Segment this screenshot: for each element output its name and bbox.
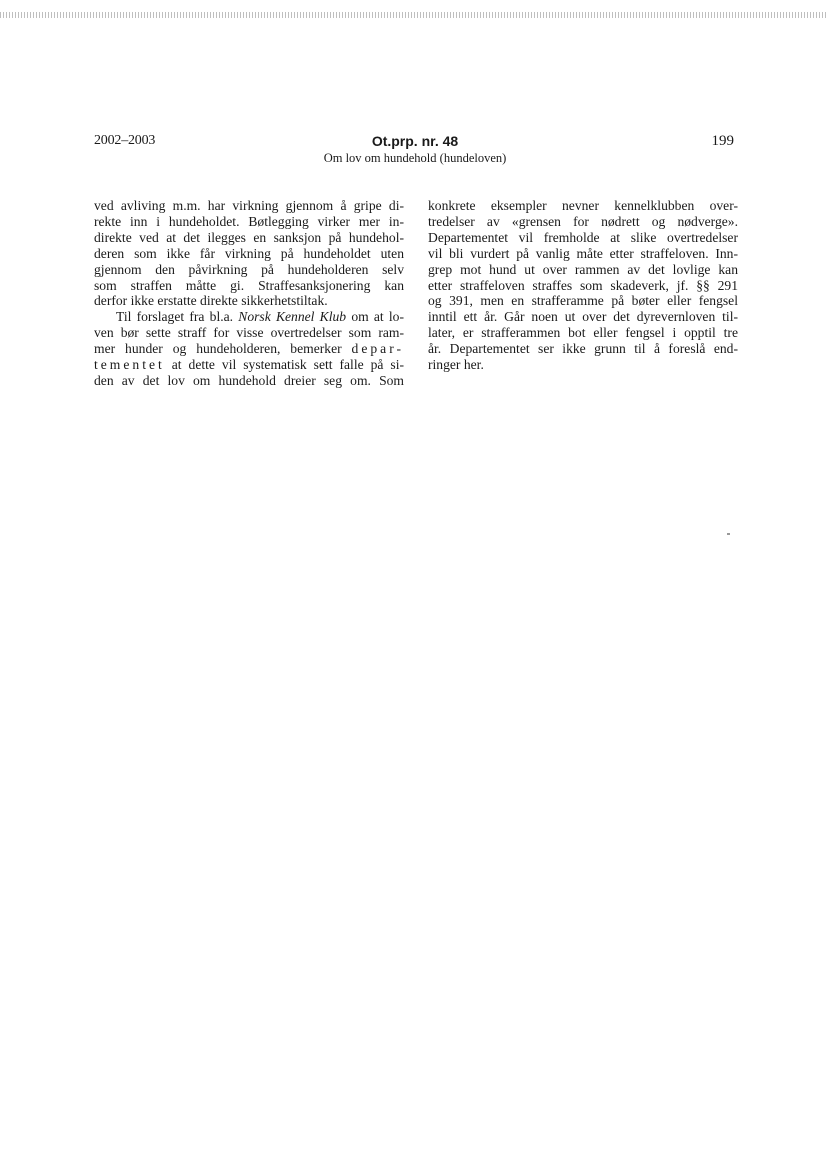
text-line: gjennom den påvirkning på hundeholderen selv [94, 261, 404, 277]
paragraph-2 [94, 309, 404, 389]
text-line: grep mot hund ut over rammen av det lovlige kan [428, 261, 738, 277]
text-line: ven bør sette straff for visse overtredelser som ram- [94, 325, 404, 341]
page-number: 199 [711, 133, 734, 149]
text-line: inntil ett år. Går noen ut over det dyrevernloven til- [428, 309, 738, 325]
text-line: Departementet vil fremholde at slike overtredelser [428, 229, 738, 245]
text-line: ved avliving m.m. har virkning gjennom å gripe di- [94, 198, 404, 213]
text-line: år. Departementet ser ikke grunn til å foreslå end- [428, 341, 738, 357]
spaced-emphasis: depar- [351, 341, 404, 357]
paragraph-1 [94, 198, 404, 309]
text-line: deren som ikke får virkning på hundeholdet uten [94, 245, 404, 261]
text-run: Til forslaget fra bl.a. [116, 309, 239, 325]
text-line: direkte ved at det ilegges en sanksjon på hundehol- [94, 229, 404, 245]
text-line: vil bli vurdert på vanlig måte etter straffeloven. Inn- [428, 245, 738, 261]
document-subtitle: Om lov om hundehold (hundeloven) [323, 151, 507, 165]
running-header [280, 133, 550, 167]
spaced-emphasis: tementet [94, 357, 165, 373]
scan-speck [727, 533, 730, 535]
text-line: later, er strafferammen bot eller fengsel i opptil tre [428, 325, 738, 341]
text-line: etter straffeloven straffes som skadeverk, jf. §§ 291 [428, 277, 738, 293]
text-line [94, 341, 404, 357]
text-run: mer hunder og hundeholderen, bemerker [94, 341, 352, 357]
text-line: konkrete eksempler nevner kennelklubben over- [428, 198, 738, 213]
text-line: den av det lov om hundehold dreier seg om. Som [94, 372, 404, 388]
text-line: rekte inn i hundeholdet. Bøtlegging virker mer in- [94, 213, 404, 229]
header-year: 2002–2003 [94, 133, 156, 148]
text-line [94, 357, 404, 373]
text-line: og 391, men en strafferamme på bøter eller fengsel [428, 293, 738, 309]
right-text-column [428, 198, 738, 373]
document-title: Ot.prp. nr. 48 [371, 133, 459, 149]
text-line: tredelser av «grensen for nødrett og nødverge». [428, 213, 738, 229]
text-line: ringer her. [428, 357, 484, 373]
text-line [94, 309, 404, 325]
organization-name-italic: Norsk Kennel Klub [238, 309, 347, 325]
text-line: derfor ikke erstatte direkte sikkerhetstiltak. [94, 293, 328, 309]
text-line: som straffen måtte gi. Straffesanksjonering kan [94, 277, 404, 293]
text-run: om at lo- [346, 309, 405, 325]
text-run: at dette vil systematisk sett falle på si- [164, 357, 404, 373]
scan-border-noise [0, 12, 826, 18]
left-text-column [94, 198, 404, 389]
